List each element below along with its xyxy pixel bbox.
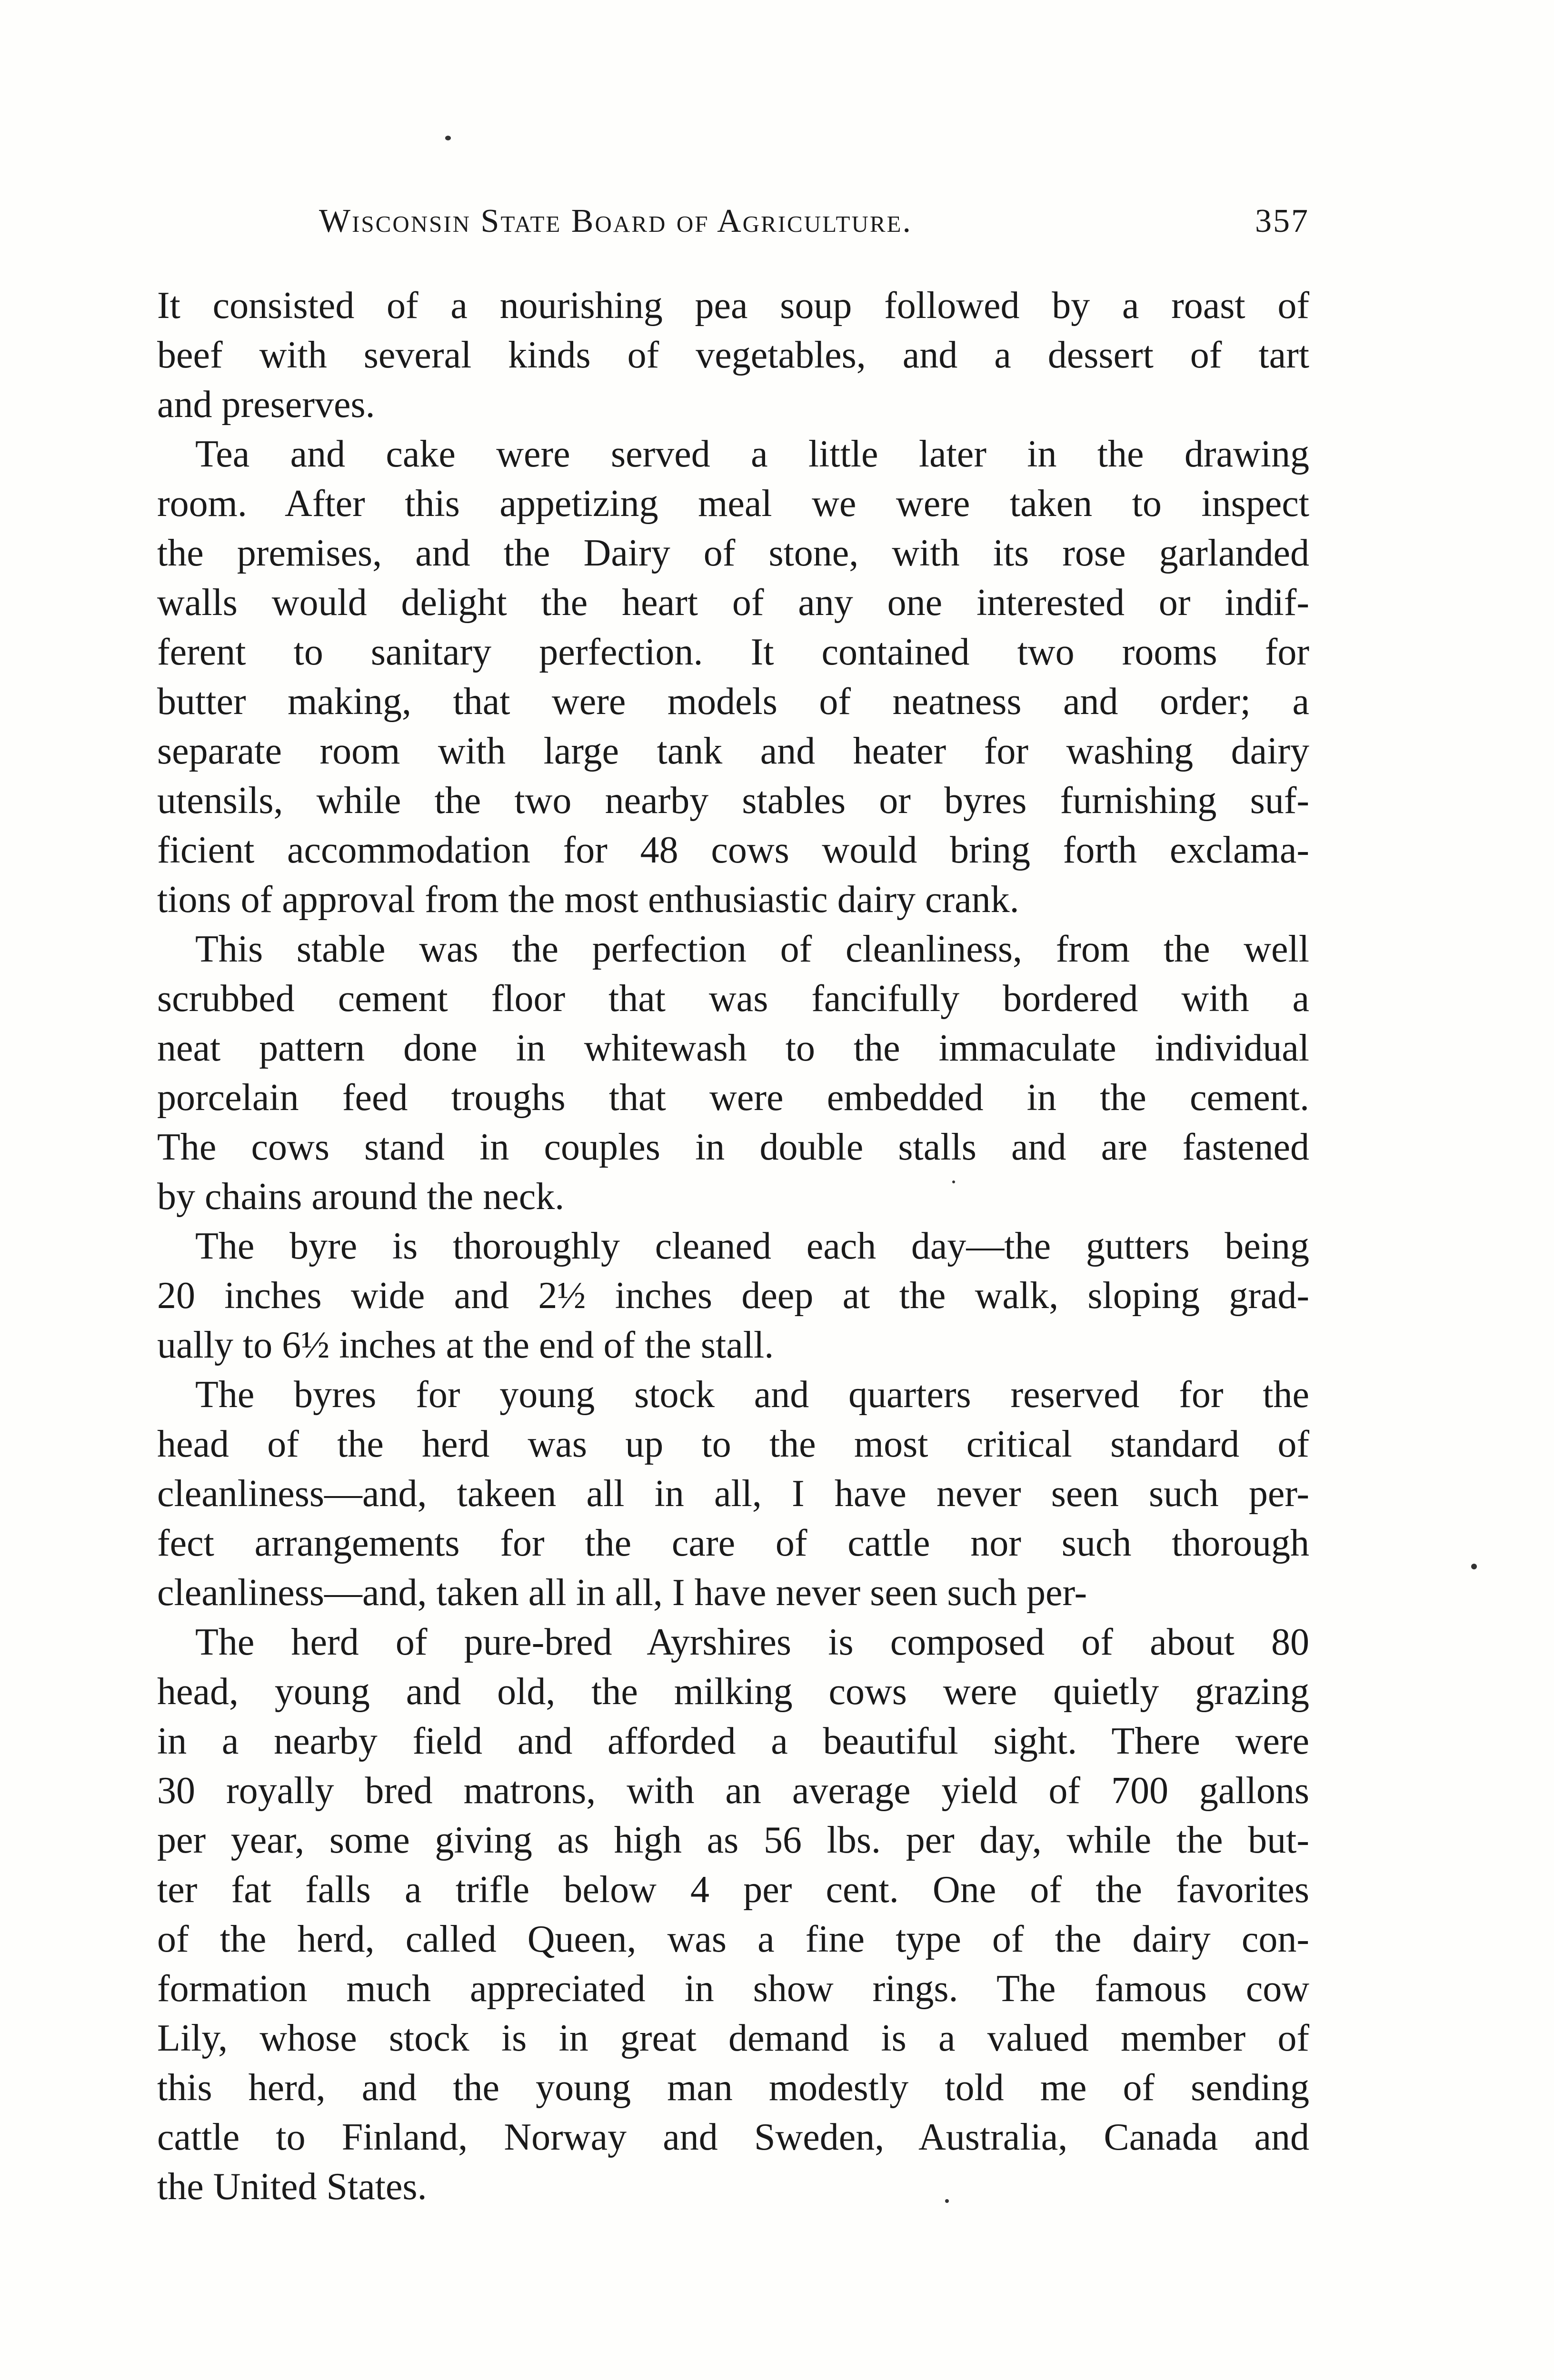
text-line: The byre is thoroughly cleaned each day—the gutters being <box>195 1225 1309 1267</box>
text-line: ficient accommodation for 48 cows would bring forth exclama- <box>157 829 1309 871</box>
running-title: Wisconsin State Board of Agriculture. <box>319 203 912 239</box>
text-line: This stable was the perfection of cleanliness, from the well <box>195 928 1309 970</box>
text-line: this herd, and the young man modestly told me of sending <box>157 2067 1309 2109</box>
paragraph <box>157 429 1309 924</box>
paragraph <box>157 1221 1309 1370</box>
text-line: ter fat falls a trifle below 4 per cent. One of the favorites <box>157 1869 1309 1911</box>
scan-speck <box>945 2199 949 2203</box>
text-line: The cows stand in couples in double stalls and are fastened <box>157 1126 1309 1168</box>
body-text <box>157 281 1309 2211</box>
scan-speck <box>1471 1564 1477 1569</box>
text-line: scrubbed cement floor that was fancifully bordered with a <box>157 978 1309 1020</box>
text-line: cleanliness—and, takeen all in all, I have never seen such per- <box>157 1473 1309 1515</box>
paragraph <box>157 924 1309 1221</box>
running-header <box>305 195 1309 248</box>
text-line: by chains around the neck. <box>157 1176 565 1218</box>
text-line: cleanliness—and, taken all in all, I have never seen such per- <box>157 1572 1087 1614</box>
text-line: walls would delight the heart of any one interested or indif- <box>157 582 1309 624</box>
paragraph <box>157 1617 1309 2211</box>
text-line: butter making, that were models of neatness and order; a <box>157 681 1309 723</box>
text-line: the premises, and the Dairy of stone, with its rose garlanded <box>157 532 1309 574</box>
text-line: room. After this appetizing meal we were taken to inspect <box>157 483 1309 525</box>
text-line: formation much appreciated in show rings. The famous cow <box>157 1968 1309 2010</box>
scan-speck <box>952 1180 955 1183</box>
text-line: fect arrangements for the care of cattle nor such thorough <box>157 1522 1309 1564</box>
text-line: separate room with large tank and heater for washing dairy <box>157 730 1309 772</box>
paragraph <box>157 281 1309 429</box>
page-number: 357 <box>1255 203 1309 239</box>
text-line: and preserves. <box>157 384 375 426</box>
text-line: of the herd, called Queen, was a fine type of the dairy con- <box>157 1918 1309 1960</box>
text-line: Lily, whose stock is in great demand is a valued member of <box>157 2017 1309 2059</box>
text-line: 20 inches wide and 2½ inches deep at the walk, sloping grad- <box>157 1275 1309 1317</box>
text-line: the United States. <box>157 2166 427 2208</box>
text-line: ferent to sanitary perfection. It contained two rooms for <box>157 631 1309 673</box>
text-line: head of the herd was up to the most critical standard of <box>157 1423 1309 1465</box>
text-line: The byres for young stock and quarters reserved for the <box>195 1374 1309 1416</box>
text-line: utensils, while the two nearby stables or byres furnishing suf- <box>157 780 1309 822</box>
text-line: It consisted of a nourishing pea soup followed by a roast of <box>157 285 1309 327</box>
text-line: beef with several kinds of vegetables, and a dessert of tart <box>157 334 1309 376</box>
text-line: cattle to Finland, Norway and Sweden, Australia, Canada and <box>157 2116 1309 2158</box>
text-line: per year, some giving as high as 56 lbs. per day, while the but- <box>157 1819 1309 1861</box>
text-line: The herd of pure-bred Ayrshires is composed of about 80 <box>195 1621 1309 1663</box>
text-line: head, young and old, the milking cows were quietly grazing <box>157 1671 1309 1713</box>
text-line: Tea and cake were served a little later in the drawing <box>195 433 1309 475</box>
text-line: neat pattern done in whitewash to the immaculate individual <box>157 1027 1309 1069</box>
scan-speck <box>445 136 451 140</box>
text-line: porcelain feed troughs that were embedded in the cement. <box>157 1077 1309 1119</box>
text-line: tions of approval from the most enthusiastic dairy crank. <box>157 879 1019 921</box>
text-line: 30 royally bred matrons, with an average yield of 700 gallons <box>157 1770 1309 1812</box>
paragraph <box>157 1370 1309 1617</box>
text-line: ually to 6½ inches at the end of the stall. <box>157 1324 774 1366</box>
text-line: in a nearby field and afforded a beautiful sight. There were <box>157 1720 1309 1762</box>
